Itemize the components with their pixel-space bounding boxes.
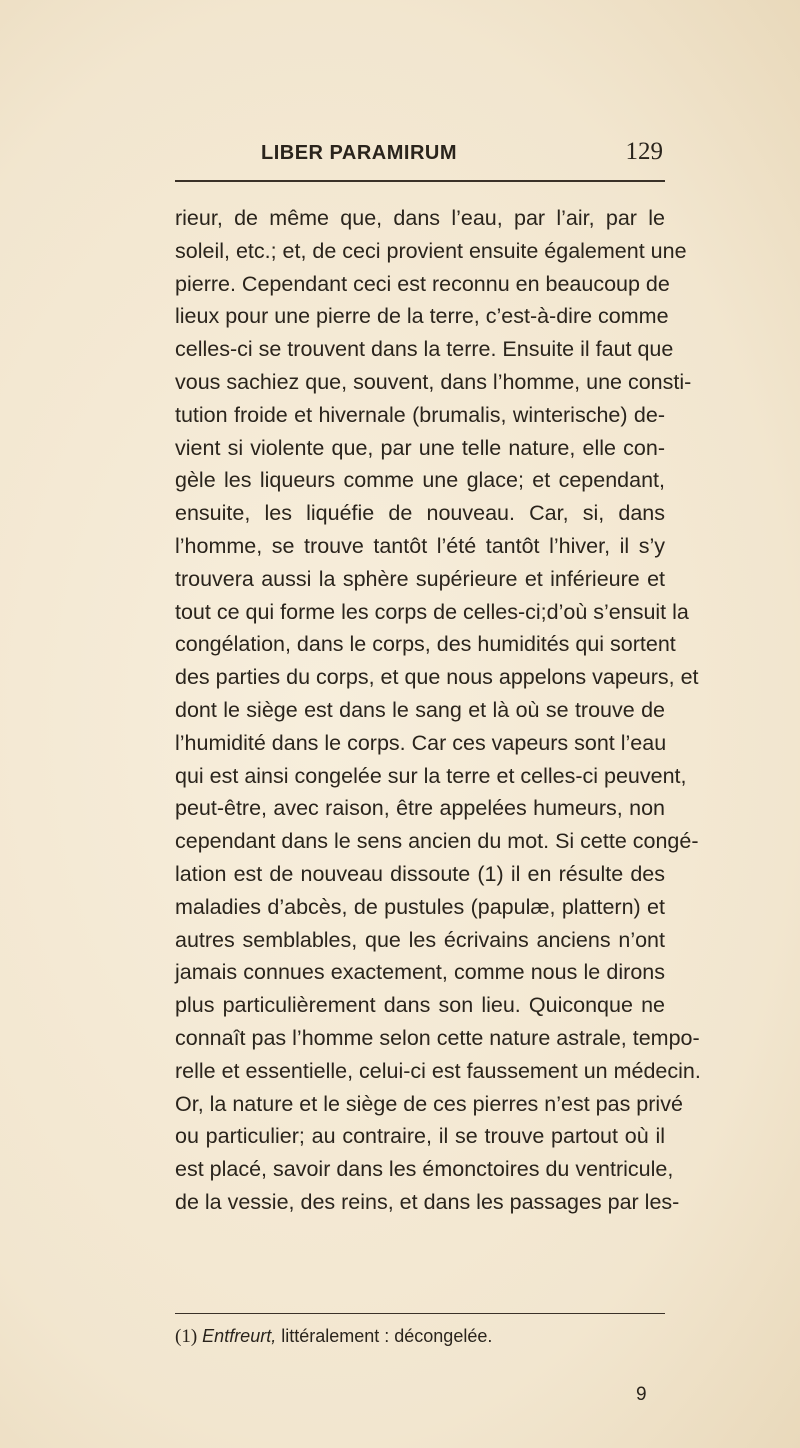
text-line: gèle les liqueurs comme une glace; et cependant, bbox=[175, 468, 665, 493]
text-line: autres semblables, que les écrivains anciens n’ont bbox=[175, 927, 665, 952]
text-line: dont le siège est dans le sang et là où se trouve de bbox=[175, 697, 665, 722]
text-line: celles-ci se trouvent dans la terre. Ensuite il faut que bbox=[175, 337, 674, 362]
text-line: tution froide et hivernale (brumalis, winterische) de- bbox=[175, 402, 665, 427]
footnote-marker: (1) bbox=[175, 1326, 198, 1347]
footnote-rule bbox=[175, 1313, 665, 1314]
text-line: vient si violente que, par une telle nature, elle con- bbox=[175, 435, 665, 460]
running-title: LIBER PARAMIRUM bbox=[261, 142, 458, 164]
text-line: lieux pour une pierre de la terre, c’est-à-dire comme bbox=[175, 304, 669, 329]
page-number: 129 bbox=[625, 138, 663, 165]
header-rule bbox=[175, 180, 665, 182]
text-line: maladies d’abcès, de pustules (papulæ, plattern) et bbox=[175, 894, 665, 919]
page-header bbox=[175, 136, 665, 176]
signature-mark: 9 bbox=[636, 1384, 647, 1405]
text-line: est placé, savoir dans les émonctoires du ventricule, bbox=[175, 1157, 674, 1182]
footnote-text: littéralement : décongelée. bbox=[281, 1326, 493, 1346]
text-line: trouvera aussi la sphère supérieure et inférieure et bbox=[175, 566, 665, 591]
text-line: des parties du corps, et que nous appelons vapeurs, et bbox=[175, 665, 699, 690]
text-line: l’humidité dans le corps. Car ces vapeurs sont l’eau bbox=[175, 730, 667, 755]
text-line: ou particulier; au contraire, il se trouve partout où il bbox=[175, 1124, 665, 1149]
text-line: rieur, de même que, dans l’eau, par l’air, par le bbox=[175, 206, 665, 230]
footnote bbox=[175, 1326, 665, 1348]
footnote-term: Entfreurt, bbox=[202, 1326, 277, 1346]
text-line: l’homme, se trouve tantôt l’été tantôt l’hiver, il s’y bbox=[175, 533, 665, 558]
text-line: ensuite, les liquéfie de nouveau. Car, si, dans bbox=[175, 501, 665, 526]
text-line: vous sachiez que, souvent, dans l’homme, une consti- bbox=[175, 369, 692, 394]
text-line: cependant dans le sens ancien du mot. Si cette congé- bbox=[175, 829, 699, 854]
text-line: tout ce qui forme les corps de celles-ci;d’où s’ensuit la bbox=[175, 599, 689, 624]
text-line: pierre. Cependant ceci est reconnu en beaucoup de bbox=[175, 271, 670, 296]
text-line: Or, la nature et le siège de ces pierres n’est pas privé bbox=[175, 1091, 683, 1116]
text-line: jamais connues exactement, comme nous le dirons bbox=[175, 960, 665, 985]
text-line: relle et essentielle, celui-ci est faussement un médecin. bbox=[175, 1058, 701, 1083]
text-line: soleil, etc.; et, de ceci provient ensuite également une bbox=[175, 238, 687, 263]
body-text bbox=[175, 202, 701, 1219]
text-line: congélation, dans le corps, des humidités qui sortent bbox=[175, 632, 676, 657]
text-line: connaît pas l’homme selon cette nature astrale, tempo- bbox=[175, 1025, 700, 1050]
text-line: de la vessie, des reins, et dans les passages par les- bbox=[175, 1189, 680, 1214]
text-line: qui est ainsi congelée sur la terre et celles-ci peuvent, bbox=[175, 763, 687, 788]
text-line: plus particulièrement dans son lieu. Quiconque ne bbox=[175, 993, 665, 1018]
text-line: lation est de nouveau dissoute (1) il en résulte des bbox=[175, 861, 665, 886]
text-line: peut-être, avec raison, être appelées humeurs, non bbox=[175, 796, 665, 821]
